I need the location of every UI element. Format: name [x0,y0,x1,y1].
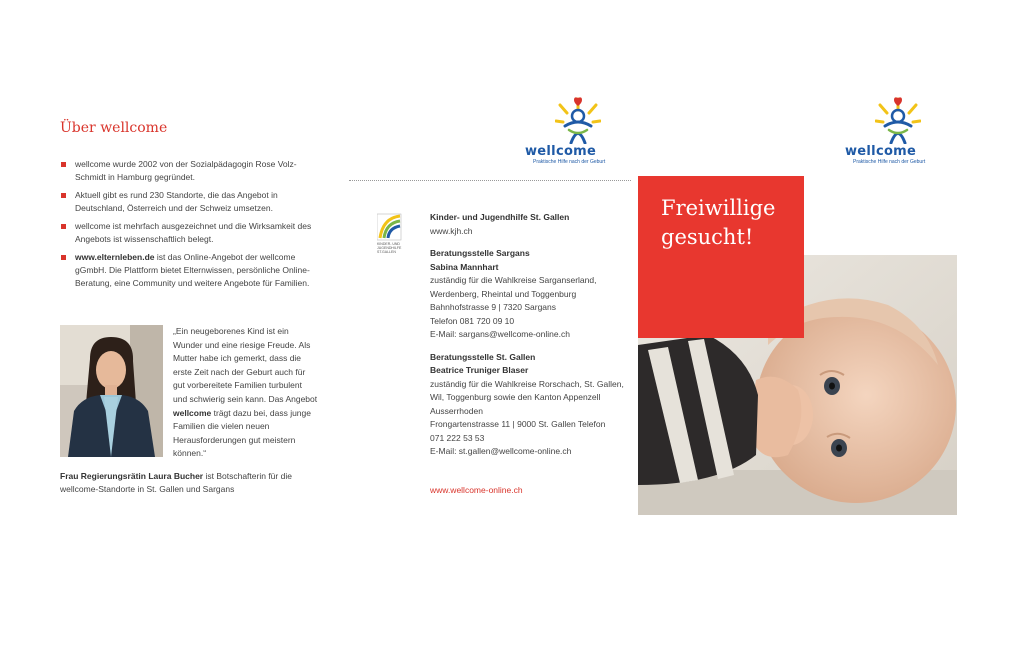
office-title: Beratungsstelle Sargans [430,248,530,258]
kjh-rainbow-icon [377,212,403,242]
headline: Freiwillige gesucht! [661,196,776,249]
office-person: Beatrice Truniger Blaser [430,365,529,375]
bullet-square-icon [61,224,66,229]
ambassador-signature: Frau Regierungsrätin Laura Bucher ist Botschafterin für die wellcome-Standorte in St. Gallen und Sargans [60,471,292,494]
bullet-square-icon [61,162,66,167]
bullet-square-icon [61,255,66,260]
dotted-divider [349,180,631,181]
list-item: wellcome ist mehrfach ausgezeichnet und die Wirksamkeit des Angebots ist wissenschaftlich belegt. [60,220,320,246]
about-title: Über wellcome [60,120,168,136]
org-name: Kinder- und Jugendhilfe St. Gallen [430,212,570,222]
office-sargans [430,247,630,342]
wellcome-tagline: Praktische Hilfe nach der Geburt [533,159,606,165]
office-email[interactable]: E-Mail: sargans@wellcome-online.ch [430,329,570,339]
contacts-section [430,211,630,459]
wellcome-logo-right [845,96,935,166]
bullet-square-icon [61,193,66,198]
quote-text: „Ein neugeborenes Kind ist ein Wunder und eine riesige Freude. Als Mutter habe ich gemerkt, dass die erste Zeit nach der Geburt auch für gut vorbereitete Familien turbulent und schwierig sein kann. Das Angebot wellcome trägt dazu bei, dass junge Familien die vielen neuen Herausforderungen gut meistern können.“ [173,326,318,459]
wellcome-wordmark: wellcome [845,144,917,159]
office-responsibility: zuständig für die Wahlkreise Sarganserland, Werdenberg, Rheintal und Toggenburg [430,275,597,299]
list-item: Aktuell gibt es rund 230 Standorte, die das Angebot in Deutschland, Österreich und der Schweiz umsetzen. [60,189,320,215]
office-phone: 071 222 53 53 [430,432,485,443]
portrait-photo [60,325,163,457]
wellcome-figure-icon [555,96,601,144]
quote-block [60,325,320,457]
wellcome-figure-icon [875,96,921,144]
office-title: Beratungsstelle St. Gallen [430,351,536,362]
wellcome-website-link[interactable]: www.wellcome-online.ch [430,485,523,495]
office-address: Frongartenstrasse 11 | 9000 St. Gallen Telefon [430,419,606,429]
office-person: Sabina Mannhart [430,261,499,272]
list-item: wellcome wurde 2002 von der Sozialpädagogin Rose Volz-Schmidt in Hamburg gegründet. [60,158,320,184]
wellcome-tagline: Praktische Hilfe nach der Geburt [853,159,926,165]
office-address: Bahnhofstrasse 9 | 7320 Sargans [430,302,557,312]
wellcome-logo [525,96,615,166]
office-responsibility: zuständig für die Wahlkreise Rorschach, St. Gallen, Wil, Toggenburg sowie den Kanton Appenzell Ausserrhoden [430,378,624,416]
about-bullet-list [60,158,320,290]
office-st-gallen [430,351,630,459]
kjh-logo [377,212,417,252]
office-phone: Telefon 081 720 09 10 [430,315,515,326]
org-website[interactable]: www.kjh.ch [430,225,473,236]
headline-box [638,176,804,338]
list-item: www.elternleben.de ist das Online-Angebot der wellcome gGmbH. Die Plattform bietet Elternwissen, persönliche Online-Beratung, eine Community und weitere Angebote für Familien. [60,251,320,290]
wellcome-wordmark: wellcome [525,144,597,159]
kjh-logo-text: KINDER- UND JUGENDHILFE ST.GALLEN [377,242,402,254]
about-section [60,120,320,295]
office-email[interactable]: E-Mail: st.gallen@wellcome-online.ch [430,446,572,456]
elternleben-link[interactable]: www.elternleben.de [75,252,155,262]
